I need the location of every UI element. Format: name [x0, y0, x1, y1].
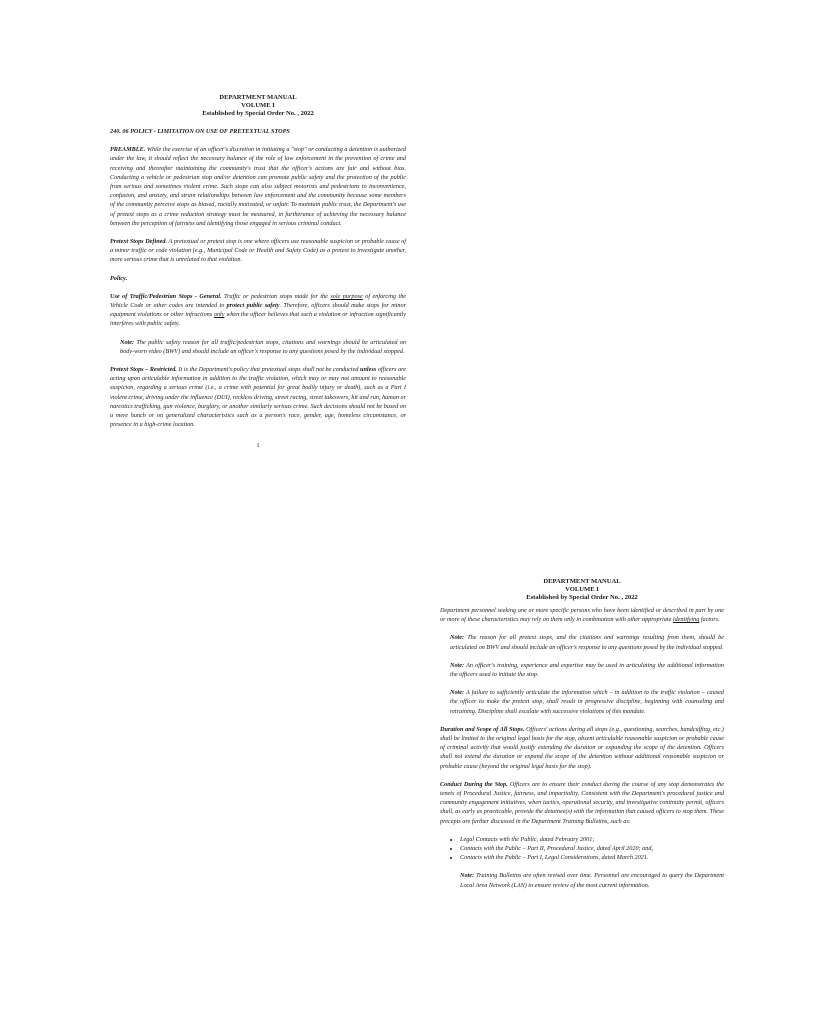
- note-text: An officer's training, experience and expertise may be used in articulating the additional information the officers used to initiate the stop.: [450, 661, 724, 679]
- pretext-defined-paragraph: [110, 237, 406, 265]
- intro-paragraph: [440, 606, 724, 624]
- document-page-1: [110, 94, 406, 451]
- note-paragraph-2: [450, 633, 724, 651]
- policy-heading: [110, 274, 406, 283]
- note-text: The reason for all pretext stops, and the citations and warnings resulting from them, should be articulated on BWV and should include an officer's response to any questions posed by the individual stopped.: [450, 634, 725, 651]
- duration-scope-text: Officers' actions during all stops (e.g., questioning, searches, handcuffing, etc.) shall be limited to the original legal basis for the stop, absent articulable reasonable suspicion or probable cause of criminal activity that would justify extending the duration or expanding the scope of the detention. Officers shall not extend the duration or expand the scope of the detention without additional reasonable suspicion or probable cause (beyond the original legal basis for the stop).: [440, 725, 724, 770]
- pretext-defined-label: Pretext Stops Defined.: [110, 238, 168, 246]
- restricted-text-2: officers are acting upon articulable information in addition to the traffic violation, which may or may not amount to reasonable suspicion, regarding a serious crime (i.e., a crime with potential for great bodily injury or death), such as a Part I violent crime, driving under the influence (DUI), reckless driving, street racing, street takeovers, hit and run, human or narcotics trafficking, gun violence, burglary, or another similarly serious crime. Such decisions should not be based on a mere hunch or on generalized characteristics such as a person's race, gender, age, homeless circumstance, or presence in a high-crime location.: [110, 366, 406, 429]
- duration-scope-paragraph: [440, 725, 724, 771]
- use-text-3: . Therefore, officers should make stops for minor equipment violations or other infractions: [110, 302, 406, 319]
- pretext-defined-text: A pretextual or pretext stop is one where officers use reasonable suspicion or probable cause of a minor traffic or code violation (e.g., Municipal Code or Health and Safety Code) as a pretext to investigate another, more serious crime that is unrelated to that violation.: [110, 238, 406, 264]
- header-line-3: Established by Special Order No. , 2022: [526, 594, 638, 601]
- preamble-label: PREAMBLE.: [110, 146, 146, 154]
- policy-label: Policy.: [110, 274, 128, 282]
- header-line-1: DEPARTMENT MANUAL: [543, 578, 621, 585]
- use-text-1: Traffic or pedestrian stops made for the: [224, 292, 328, 300]
- intro-text-2: factors.: [700, 616, 720, 624]
- conduct-paragraph: [440, 780, 724, 826]
- list-item: • Contacts with the Public – Part I, Legal Considerations, dated March 2021.: [460, 853, 724, 862]
- use-bold: protect public safety: [226, 302, 280, 310]
- note-paragraph-4: [450, 688, 724, 716]
- note-paragraph-1: [120, 338, 406, 356]
- restricted-bold: unless: [360, 366, 377, 374]
- section-title: 240. 06 POLICY - LIMITATION ON USE OF PRETEXTUAL STOPS: [110, 128, 290, 135]
- use-underline-1: sole purpose: [330, 292, 363, 300]
- header-line-2: VOLUME I: [565, 586, 599, 593]
- use-of-stops-paragraph: [110, 292, 406, 329]
- restricted-text-1: It is the Department's policy that pretextual stops shall not be conducted: [178, 366, 359, 374]
- page-header: [440, 578, 724, 602]
- note-label: Note:: [450, 634, 465, 642]
- intro-text-1: Department personnel seeking one or more specific persons who have been identified or described in part by one or more of these characteristics may rely on them only in combination with other appropriate: [440, 607, 724, 624]
- header-line-3: Established by Special Order No. , 2022: [202, 110, 314, 117]
- note-text: A failure to sufficiently articulate the information which – in addition to the traffic violation – caused the officer to make the pretext stop, shall result in progressive discipline, beginning with counseling and retraining. Discipline shall escalate with successive violations of this mandate.: [450, 689, 724, 715]
- page-number: 1: [256, 442, 260, 450]
- note-paragraph-3: [450, 661, 724, 679]
- list-item: • Contacts with the Public – Part II, Procedural Justice, dated April 2020; and,: [460, 844, 724, 853]
- conduct-text: Officers are to ensure their conduct during the course of any stop demonstrates the tenets of Procedural Justice, fairness, and impartiality. Consistent with the Department's procedural justice and community engagement initiatives, when tactics, operational security, and investigative continuity permit, officers shall, as early as practicable, provide the detainee(s) with the information that caused officers to stop them. These precepts are further discussed in the Department Training Bulletins, such as:: [440, 780, 725, 825]
- note-label: Note:: [460, 872, 475, 880]
- page-header: [110, 94, 406, 118]
- document-page-2: [440, 578, 724, 890]
- header-line-2: VOLUME I: [241, 102, 275, 109]
- note-label: Note:: [120, 338, 135, 346]
- note-label: Note:: [450, 661, 465, 669]
- use-underline-2: only: [213, 311, 225, 319]
- intro-underline: identifying: [672, 616, 700, 624]
- pretext-restricted-label: Pretext Stops – Restricted.: [110, 366, 177, 374]
- training-bulletin-list: [440, 835, 724, 863]
- list-item: • Legal Contacts with the Public, dated February 2001;: [460, 835, 724, 844]
- use-text-2: of enforcing the Vehicle Code or other codes are intended to: [110, 292, 407, 310]
- conduct-label: Conduct During the Stop.: [440, 780, 508, 788]
- preamble-text: While the exercise of an officer's discretion in initiating a "stop" or conducting a detention is authorized under the law, it should reflect the necessary balance of the role of law enforcement in the prevention of crime and receiving and thereafter maintaining the community's trust that the officer's actions are fair and without bias. Conducting a vehicle or pedestrian stop and/or detention can promote public safety and the protection of the public from serious and sometimes violent crime. Such stops can also subject motorists and pedestrians to inconvenience, confusion, and anxiety, and strain relationships between law enforcement and the community because some members of the community perceive stops as biased, racially motivated, or unfair. To maintain public trust, the Department's use of pretext stops as a crime reduction strategy must be measured, in furtherance of achieving the necessary balance between the perception of fairness and identifying those engaged in serious criminal conduct.: [110, 146, 407, 227]
- use-of-stops-label: Use of Traffic/Pedestrian Stops - General.: [110, 292, 222, 300]
- note-paragraph-5: [460, 871, 724, 889]
- use-text-4: when the officer believes that such a violation or infraction significantly interferes with public safety.: [110, 311, 407, 328]
- pretext-restricted-paragraph: [110, 365, 406, 429]
- duration-scope-label: Duration and Scope of All Stops.: [440, 725, 525, 733]
- note-text: The public safety reason for all traffic/pedestrian stops, citations and warnings should be articulated on body-worn video (BWV) and should include an officer's response to any questions posed by the individual stopped.: [120, 338, 407, 355]
- note-label: Note:: [450, 689, 465, 697]
- note-text: Training Bulletins are often revised over time. Personnel are encouraged to query the Department Local Area Network (LAN) to ensure review of the most current information.: [460, 872, 725, 889]
- header-line-1: DEPARTMENT MANUAL: [219, 94, 297, 101]
- preamble-paragraph: [110, 145, 406, 228]
